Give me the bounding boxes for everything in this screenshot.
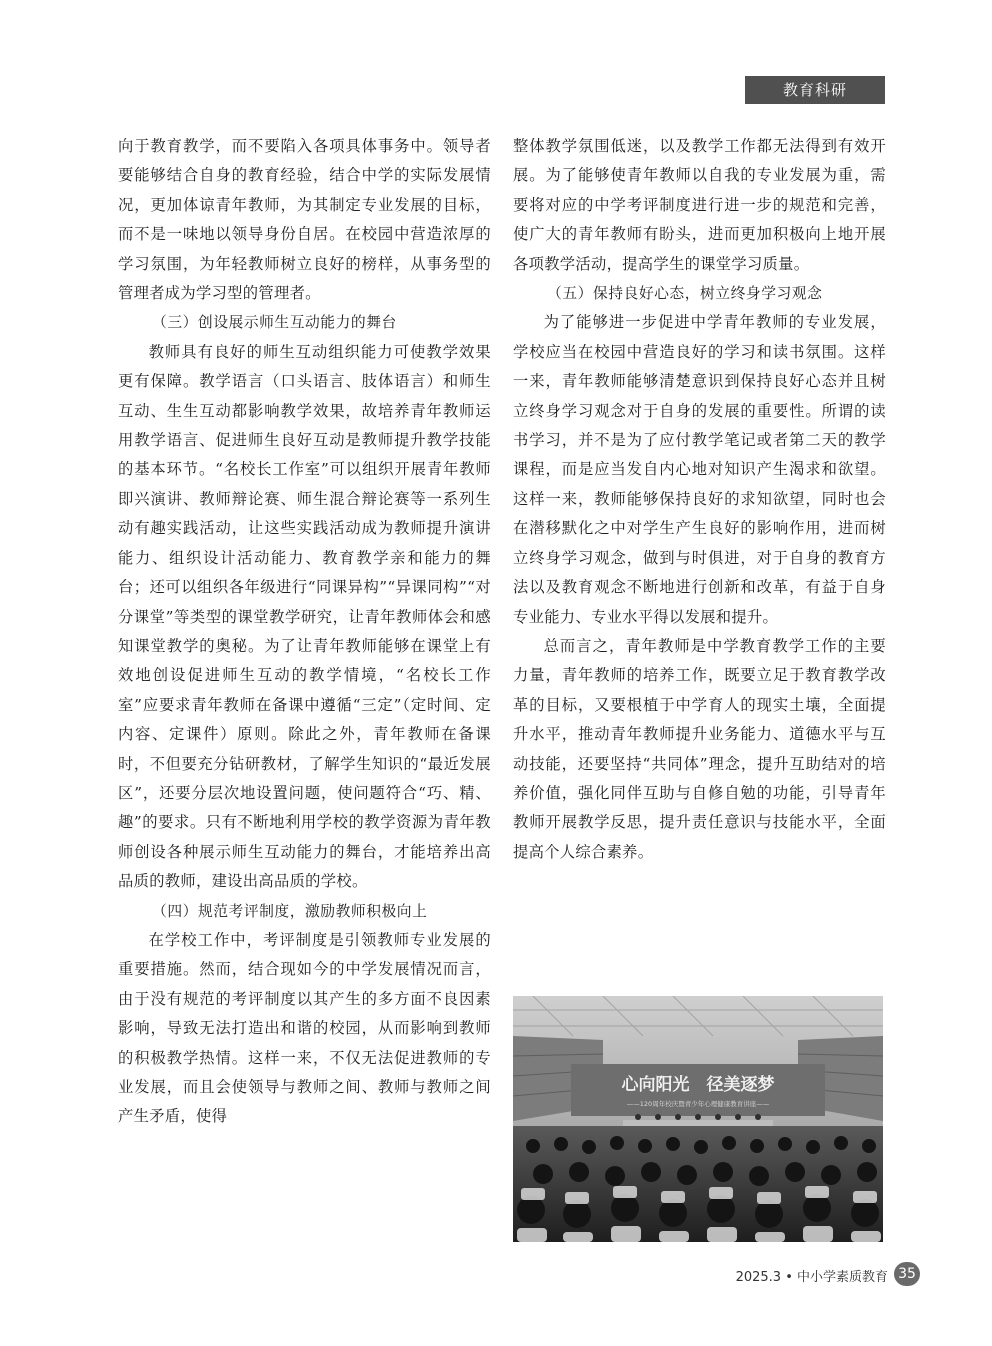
section-label: 教育科研: [745, 76, 885, 104]
page-footer: [700, 1262, 920, 1288]
heading-section-4: （四）规范考评制度，激励教师积极向上: [152, 902, 428, 920]
paragraph-section-4-continued: 整体教学氛围低迷，以及教学工作都无法得到有效开展。为了能够使青年教师以自我的专业发展为重，需要将对应的中学考评制度进行进一步的规范和完善，使广大的青年教师有盼头，进而更加积极向上地开展各项教学活动，提高学生的课堂学习质量。: [513, 137, 886, 273]
paragraph-section-4: 在学校工作中，考评制度是引领教师专业发展的重要措施。然而，结合现如今的中学发展情况而言，由于没有规范的考评制度以其产生的多方面不良因素影响，导致无法打造出和谐的校园，从而影响到教师的积极教学热情。这样一来，不仅无法促进教师的专业发展，而且会使领导与教师之间、教师与教师之间产生矛盾，使得: [118, 930, 491, 1126]
banner-subtitle: ——120周年校庆暨青少年心理健康教育讲座——: [626, 1100, 770, 1108]
paragraph-section-3: 教师具有良好的师生互动组织能力可使教学效果更有保障。教学语言（口头语言、肢体语言）和师生互动、生生互动都影响教学效果，故培养青年教师运用教学语言、促进师生良好互动是教师提升教学技能的基本环节。“名校长工作室”可以组织开展青年教师即兴演讲、教师辩论赛、师生混合辩论赛等一系列生动有趣实践活动，让这些实践活动成为教师提升演讲能力、组织设计活动能力、教育教学亲和能力的舞台；还可以组织各年级进行“同课异构”“异课同构”“对分课堂”等类型的课堂教学研究，让青年教师体会和感知课堂教学的奥秘。为了让青年教师能够在课堂上有效地创设促进师生互动的教学情境，“名校长工作室”应要求青年教师在备课中遵循“三定”（定时间、定内容、定课件）原则。除此之外，青年教师在备课时，不但要充分钻研教材，了解学生知识的“最近发展区”，还要分层次地设置问题，使问题符合“巧、精、趣”的要求。只有不断地利用学校的教学资源为青年教师创设各种展示师生互动能力的舞台，才能培养出高品质的教师，建设出高品质的学校。: [118, 342, 491, 891]
paragraph-conclusion: 总而言之，青年教师是中学教育教学工作的主要力量，青年教师的培养工作，既要立足于教育教学改革的目标，又要根植于中学育人的现实土壤，全面提升水平，推动青年教师提升业务能力、道德水平与互动技能，还要坚持“共同体”理念，提升互助结对的培养价值，强化同伴互助与自修自勉的功能，引导青年教师开展教学反思，提升责任意识与技能水平，全面提高个人综合素养。: [513, 636, 886, 861]
issue-label: 2025.3 • 中小学素质教育: [735, 1270, 888, 1285]
photo-illustration: [513, 996, 883, 1242]
heading-section-3: （三）创设展示师生互动能力的舞台: [152, 314, 397, 332]
left-column: [118, 132, 491, 1132]
paragraph-intro: 向于教育教学，而不要陷入各项具体事务中。领导者要能够结合自身的教育经验，结合中学的实际发展情况，更加体谅青年教师，为其制定专业发展的目标，而不是一味地以领导身份自居。在校园中营造浓厚的学习氛围，为年轻教师树立良好的榜样，从事务型的管理者成为学习型的管理者。: [118, 137, 491, 303]
auditorium-photo: [513, 996, 883, 1242]
heading-section-5: （五）保持良好心态，树立终身学习观念: [547, 285, 823, 303]
paragraph-section-5: 为了能够进一步促进中学青年教师的专业发展，学校应当在校园中营造良好的学习和读书氛围。这样一来，青年教师能够清楚意识到保持良好心态并且树立终身学习观念对于自身的发展的重要性。所谓的读书学习，并不是为了应付教学笔记或者第二天的教学课程，而是应当发自内心地对知识产生渴求和欲望。这样一来，教师能够保持良好的求知欲望，同时也会在潜移默化之中对学生产生良好的影响作用，进而树立终身学习观念，做到与时俱进，对于自身的教育方法以及教育观念不断地进行创新和改革，有益于自身专业能力、专业水平得以发展和提升。: [513, 313, 886, 626]
right-column: [513, 132, 886, 867]
page-number: 35: [894, 1262, 920, 1286]
banner-title: 心向阳光 径美逐梦: [621, 1075, 775, 1095]
